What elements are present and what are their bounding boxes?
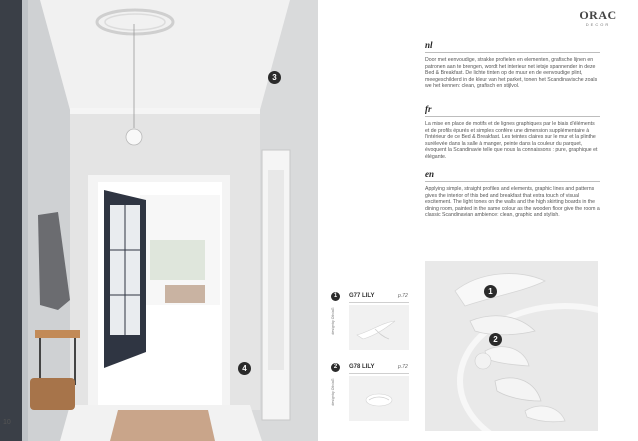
brand-tagline: DECOR [585, 22, 611, 27]
brand-logo [568, 8, 628, 27]
section-nl-title: nl [425, 40, 600, 53]
product-number: 1 [331, 292, 340, 301]
interior-photo [0, 0, 318, 441]
section-en-title: en [425, 169, 600, 182]
section-fr [425, 104, 600, 161]
product-divider [349, 373, 409, 374]
section-nl-text: Door met eenvoudige, strakke profielen en elementen, grafische lijnen en patronen aan te brengen, wordt het interieur net ietsje spannender in deze Bed & Breakfast. De lichte tinten op de muur en de eenvoudige plint, meegeschilderd in de kleur van het parket, tonen het Scandinavische zoals we het kennen: clean, grafisch en stijlvol. [425, 57, 598, 90]
product-designer: designby OliviaG [331, 378, 335, 406]
product-page-ref: p.72 [398, 293, 408, 299]
product-page-ref: p.72 [398, 364, 408, 370]
product-designer: designby OliviaG [331, 307, 335, 335]
product-divider [349, 302, 409, 303]
detail-callout-2: 2 [489, 333, 502, 346]
product-thumbnail [349, 376, 409, 421]
section-fr-text: La mise en place de motifs et de lignes graphiques par le biais d'éléments et de profils épurés et simples confère une dimension supplémentaire à l'intérieur de ce Bed & Breakfast. Les teintes claires sur le mur et la plinthe surélevée dans la salle à manger, peinte dans la couleur du parquet, évoquent la Scandinavie telle que nous la connaissons : pure, graphique et élégante. [425, 121, 598, 160]
product-code: G78 LILY [349, 364, 375, 370]
detail-callout-1: 1 [484, 285, 497, 298]
product-number: 2 [331, 363, 340, 372]
rosette-detail-photo [425, 261, 598, 431]
page-number: 10 [3, 419, 11, 426]
brand-name: ORAC [579, 8, 617, 22]
section-en [425, 169, 600, 219]
section-en-text: Applying simple, straight profiles and elements, graphic lines and patterns gives the interior of this bed and breakfast that extra touch of visual excitement. The light tones on the walls and the high skirting boards in the dining room, painted in the same colour as the wooden floor give the room a classic Scandinavian ambience: clean, graphic and stylish. [425, 186, 600, 219]
product-code: G77 LILY [349, 293, 375, 299]
callout-3: 3 [268, 71, 281, 84]
section-nl [425, 40, 600, 90]
product-thumbnail [349, 305, 409, 350]
section-fr-title: fr [425, 104, 600, 117]
callout-4: 4 [238, 362, 251, 375]
